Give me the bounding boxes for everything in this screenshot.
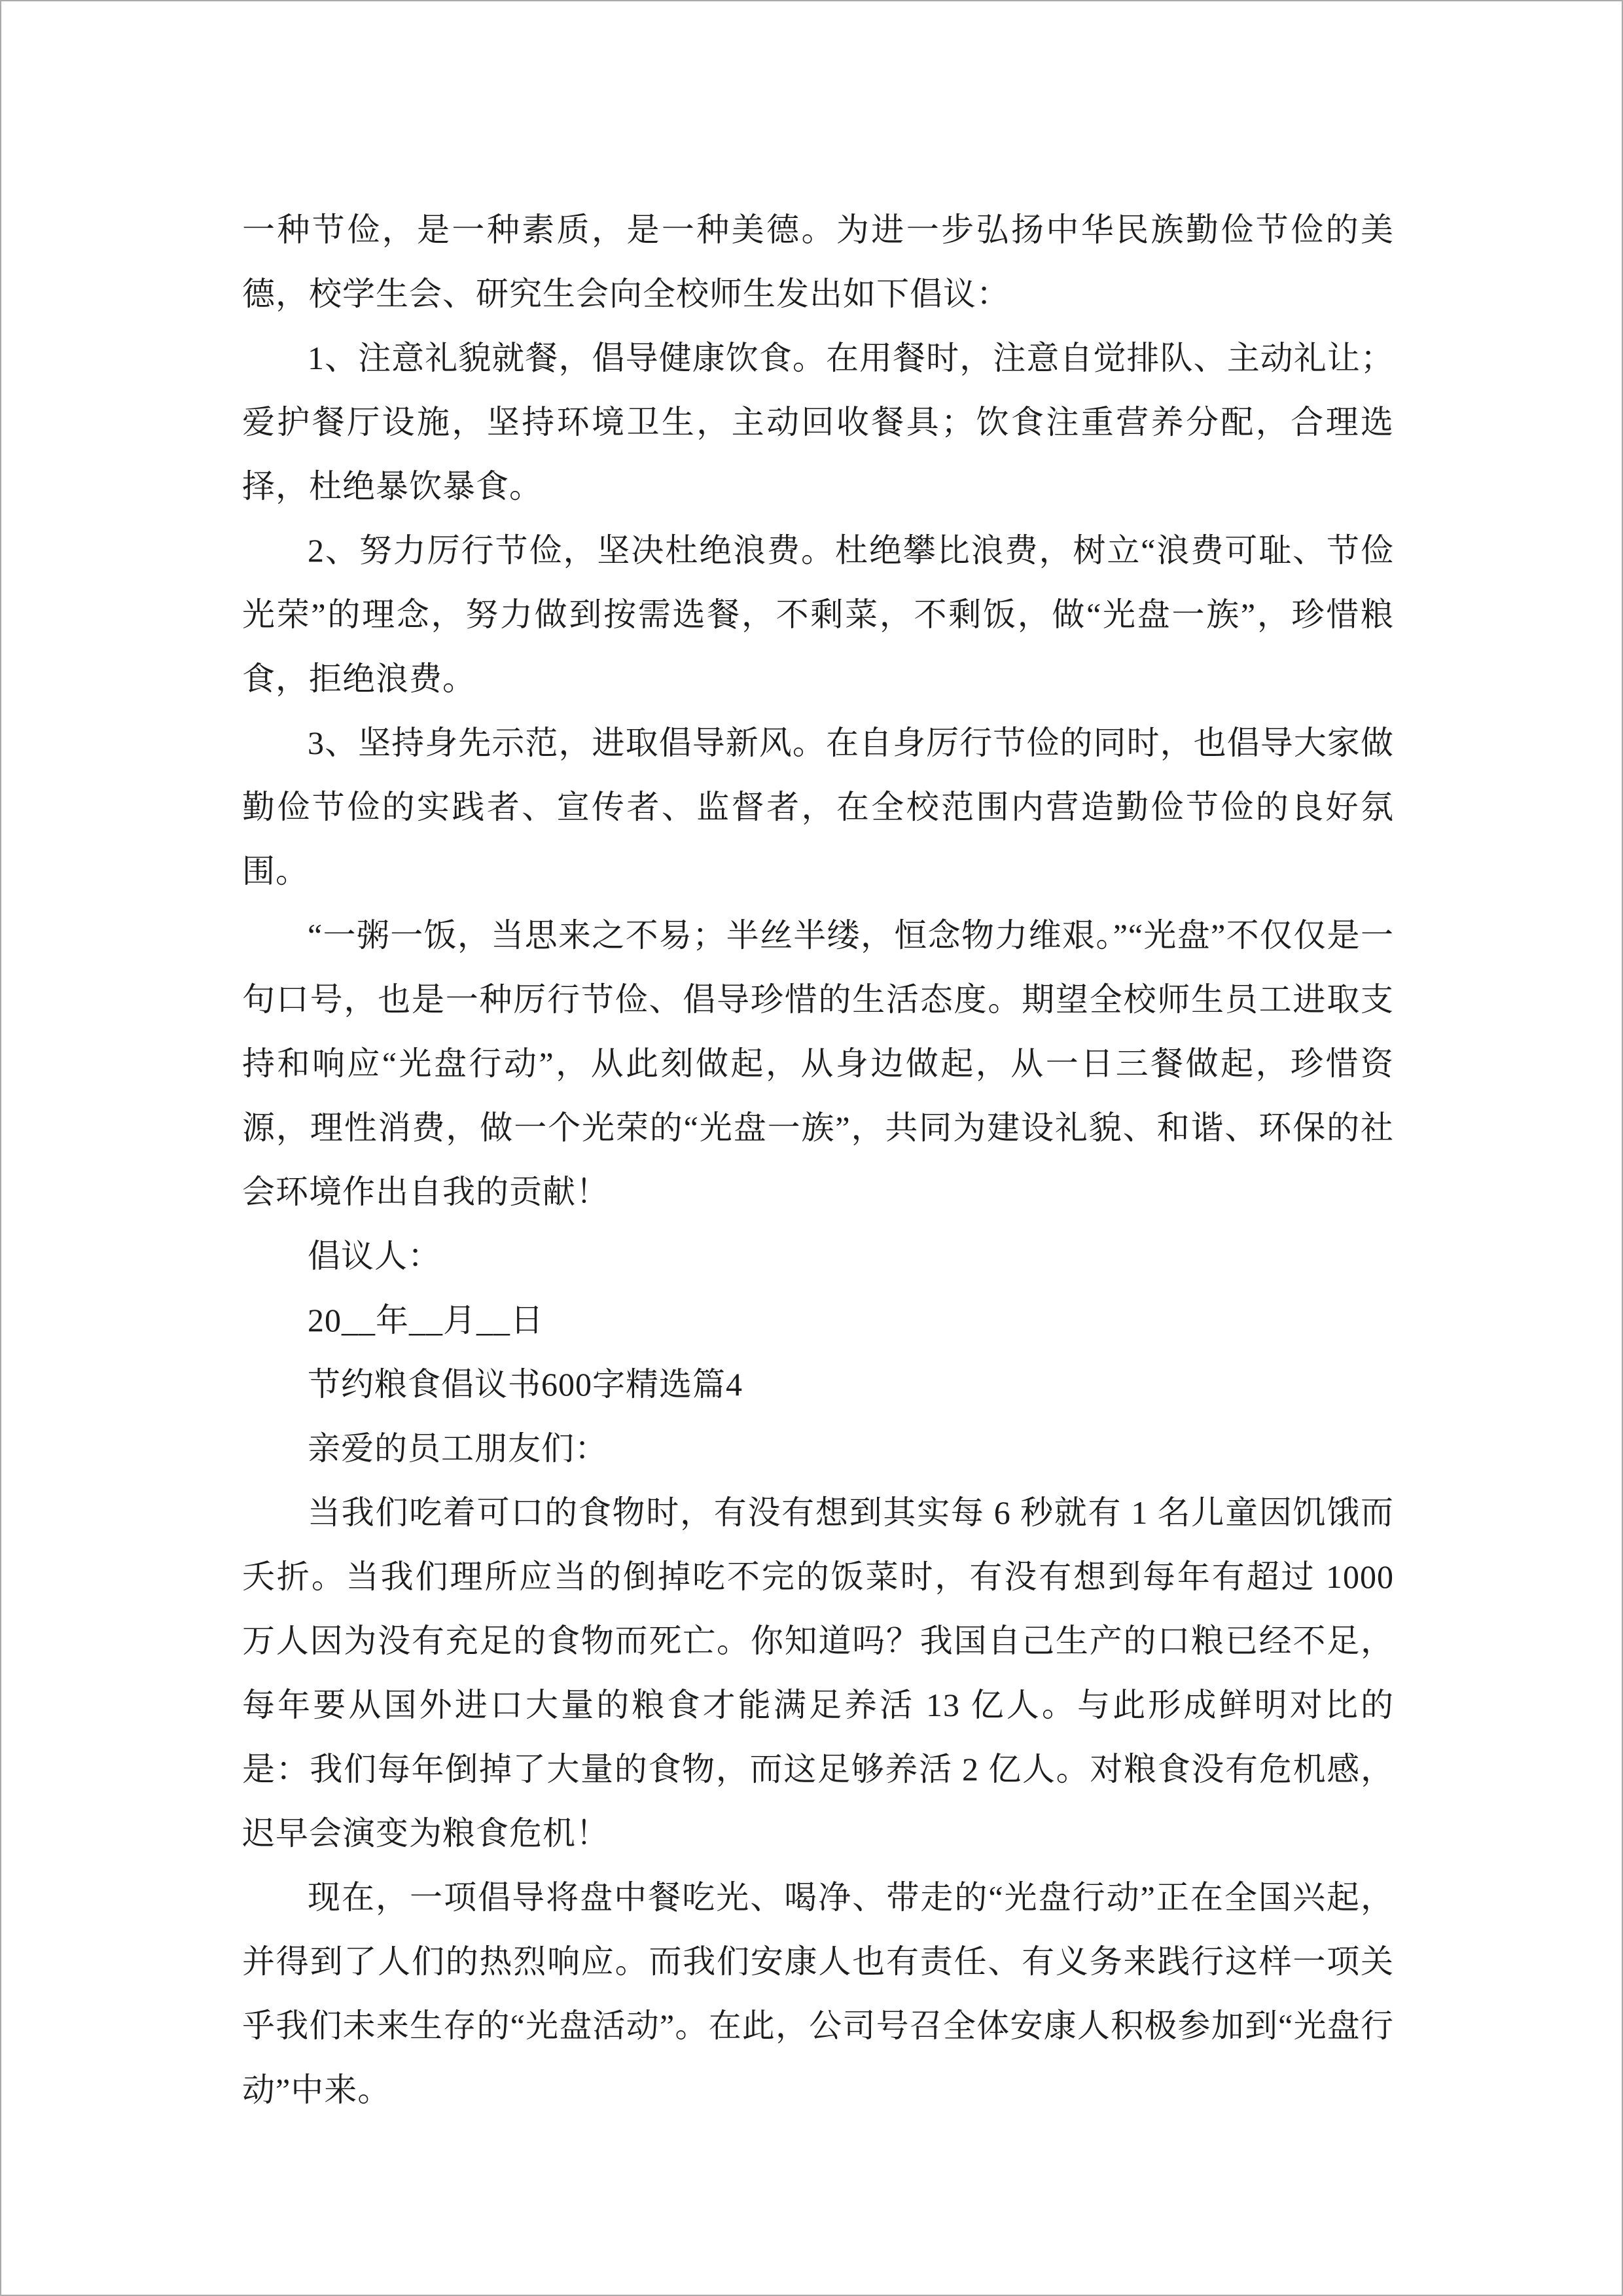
- paragraph-item-3: 3、坚持身先示范，进取倡导新风。在自身厉行节俭的同时，也倡导大家做勤俭节俭的实践者、宣传者、监督者，在全校范围内营造勤俭节俭的良好氛围。: [242, 725, 1394, 889]
- paragraph-intro: 一种节俭，是一种素质，是一种美德。为进一步弘扬中华民族勤俭节俭的美德，校学生会、研究生会向全校师生发出如下倡议：: [242, 211, 1394, 312]
- signature-label: 倡议人：: [308, 1238, 441, 1274]
- section-title: 节约粮食倡议书600字精选篇4: [308, 1366, 743, 1403]
- paragraph-body-2: 现在，一项倡导将盘中餐吃光、喝净、带走的“光盘行动”正在全国兴起，并得到了人们的热烈响应。而我们安康人也有责任、有义务来践行这样一项关乎我们未来生存的“光盘活动”。在此，公司号召全体安康人积极参加到“光盘行动”中来。: [242, 1879, 1394, 2108]
- paragraph-body-1: 当我们吃着可口的食物时，有没有想到其实每 6 秒就有 1 名儿童因饥饿而夭折。当我们理所应当的倒掉吃不完的饭菜时，有没有想到每年有超过 1000 万人因为没有充足的食物而死亡。你知道吗？我国自己生产的口粮已经不足，每年要从国外进口大量的粮食才能满足养活 13 亿人。与此形成鲜明对比的是：我们每年倒掉了大量的食物，而这足够养活 2 亿人。对粮食没有危机感，迟早会演变为粮食危机！: [242, 1494, 1394, 1852]
- document-content: [242, 198, 1394, 2122]
- salutation: 亲爱的员工朋友们：: [308, 1430, 608, 1467]
- paragraph-closing: “一粥一饭，当思来之不易；半丝半缕，恒念物力维艰。”“光盘”不仅仅是一句口号，也是一种厉行节俭、倡导珍惜的生活态度。期望全校师生员工进取支持和响应“光盘行动”，从此刻做起，从身边做起，从一日三餐做起，珍惜资源，理性消费，做一个光荣的“光盘一族”，共同为建设礼貌、和谐、环保的社会环境作出自我的贡献！: [242, 917, 1394, 1210]
- paragraph-item-2: 2、努力厉行节俭，坚决杜绝浪费。杜绝攀比浪费，树立“浪费可耻、节俭光荣”的理念，努力做到按需选餐，不剩菜，不剩饭，做“光盘一族”，珍惜粮食，拒绝浪费。: [242, 532, 1394, 697]
- signature-date: 20__年__月__日: [308, 1302, 544, 1338]
- paragraph-item-1: 1、注意礼貌就餐，倡导健康饮食。在用餐时，注意自觉排队、主动礼让；爱护餐厅设施，坚持环境卫生，主动回收餐具；饮食注重营养分配，合理选择，杜绝暴饮暴食。: [242, 340, 1394, 505]
